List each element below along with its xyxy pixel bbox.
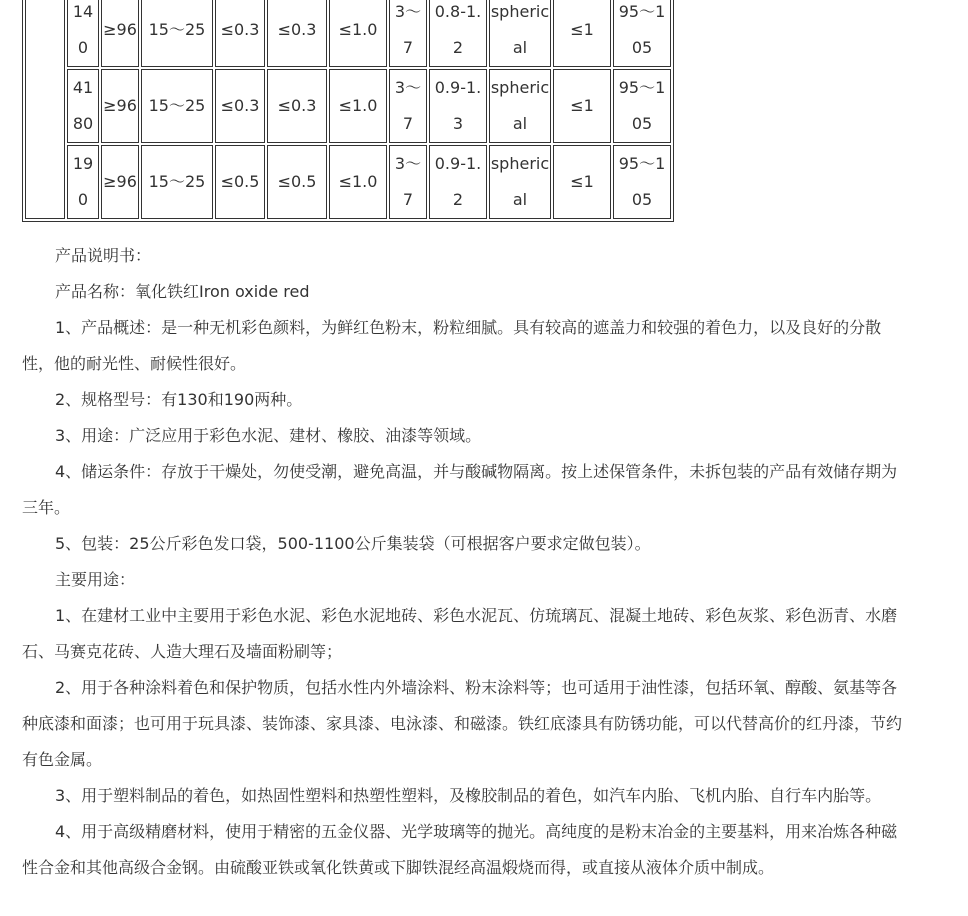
paragraph: 4、用于高级精磨材料，使用于精密的五金仪器、光学玻璃等的抛光。高纯度的是粉末冶金的主要基料，用来冶炼各种磁性合金和其他高级合金钢。由硫酸亚铁或氧化铁黄或下脚铁混经高温煅烧而得，或直接从液体介质中制成。: [22, 822, 898, 877]
paragraph: 1、产品概述：是一种无机彩色颜料，为鲜红色粉末，粉粒细腻。具有较高的遮盖力和较强的着色力，以及良好的分散性，他的耐光性、耐候性很好。: [22, 318, 882, 373]
value-cell: ≤1: [553, 145, 611, 219]
table-row: [25, 69, 671, 143]
grade-cell: 4180: [67, 69, 99, 143]
paragraph: 3、用途：广泛应用于彩色水泥、建材、橡胶、油漆等领域。: [55, 426, 482, 445]
table-row: [25, 0, 671, 67]
spec-table: [22, 0, 674, 222]
particle-size-cell: 0.9-1.2: [429, 145, 487, 219]
paragraph: 2、规格型号：有130和190两种。: [55, 390, 303, 409]
purity-cell: ≥96: [101, 145, 139, 219]
particle-size-cell: 0.9-1.3: [429, 69, 487, 143]
value-cell: ≤1: [553, 0, 611, 67]
shape-cell: spherical: [489, 0, 551, 67]
value-cell: ≤1.0: [329, 0, 387, 67]
shape-cell: spherical: [489, 69, 551, 143]
purity-cell: ≥96: [101, 0, 139, 67]
value-cell: ≤0.5: [267, 145, 327, 219]
particle-size-cell: 0.8-1.2: [429, 0, 487, 67]
value-cell: ≤0.5: [215, 145, 265, 219]
product-name: 产品名称：氧化铁红Iron oxide red: [55, 282, 310, 301]
oil-absorption-cell: 15～25: [141, 0, 213, 67]
grade-cell: 140: [67, 0, 99, 67]
paragraph: 5、包装：25公斤彩色发口袋，500-1100公斤集装袋（可根据客户要求定做包装）。: [55, 534, 651, 553]
tinting-strength-cell: 95～105: [613, 145, 671, 219]
main-uses-heading: 主要用途：: [55, 570, 136, 589]
ph-cell: 3～7: [389, 69, 427, 143]
value-cell: ≤0.3: [215, 69, 265, 143]
tinting-strength-cell: 95～105: [613, 69, 671, 143]
paragraph: 3、用于塑料制品的着色，如热固性塑料和热塑性塑料，及橡胶制品的着色，如汽车内胎、飞机内胎、自行车内胎等。: [55, 786, 882, 805]
shape-cell: spherical: [489, 145, 551, 219]
oil-absorption-cell: 15～25: [141, 145, 213, 219]
ph-cell: 3～7: [389, 145, 427, 219]
purity-cell: ≥96: [101, 69, 139, 143]
grade-cell: 190: [67, 145, 99, 219]
value-cell: ≤0.3: [267, 69, 327, 143]
description-heading: 产品说明书：: [55, 246, 152, 265]
oil-absorption-cell: 15～25: [141, 69, 213, 143]
value-cell: ≤1.0: [329, 145, 387, 219]
value-cell: ≤0.3: [267, 0, 327, 67]
ph-cell: 3～7: [389, 0, 427, 67]
value-cell: ≤1.0: [329, 69, 387, 143]
paragraph: 4、储运条件：存放于干燥处，勿使受潮，避免高温，并与酸碱物隔离。按上述保管条件，未拆包装的产品有效储存期为三年。: [22, 462, 898, 517]
value-cell: ≤0.3: [215, 0, 265, 67]
paragraph: 1、在建材工业中主要用于彩色水泥、彩色水泥地砖、彩色水泥瓦、仿琉璃瓦、混凝土地砖、彩色灰浆、彩色沥青、水磨石、马赛克花砖、人造大理石及墙面粉刷等；: [22, 606, 898, 661]
tinting-strength-cell: 95～105: [613, 0, 671, 67]
product-description: [22, 238, 902, 886]
value-cell: ≤1: [553, 69, 611, 143]
table-row: [25, 145, 671, 219]
merged-label-cell: [25, 0, 65, 219]
paragraph: 2、用于各种涂料着色和保护物质，包括水性内外墙涂料、粉末涂料等；也可适用于油性漆，包括环氧、醇酸、氨基等各种底漆和面漆；也可用于玩具漆、装饰漆、家具漆、电泳漆、和磁漆。铁红底漆具有防锈功能，可以代替高价的红丹漆，节约有色金属。: [22, 678, 903, 769]
